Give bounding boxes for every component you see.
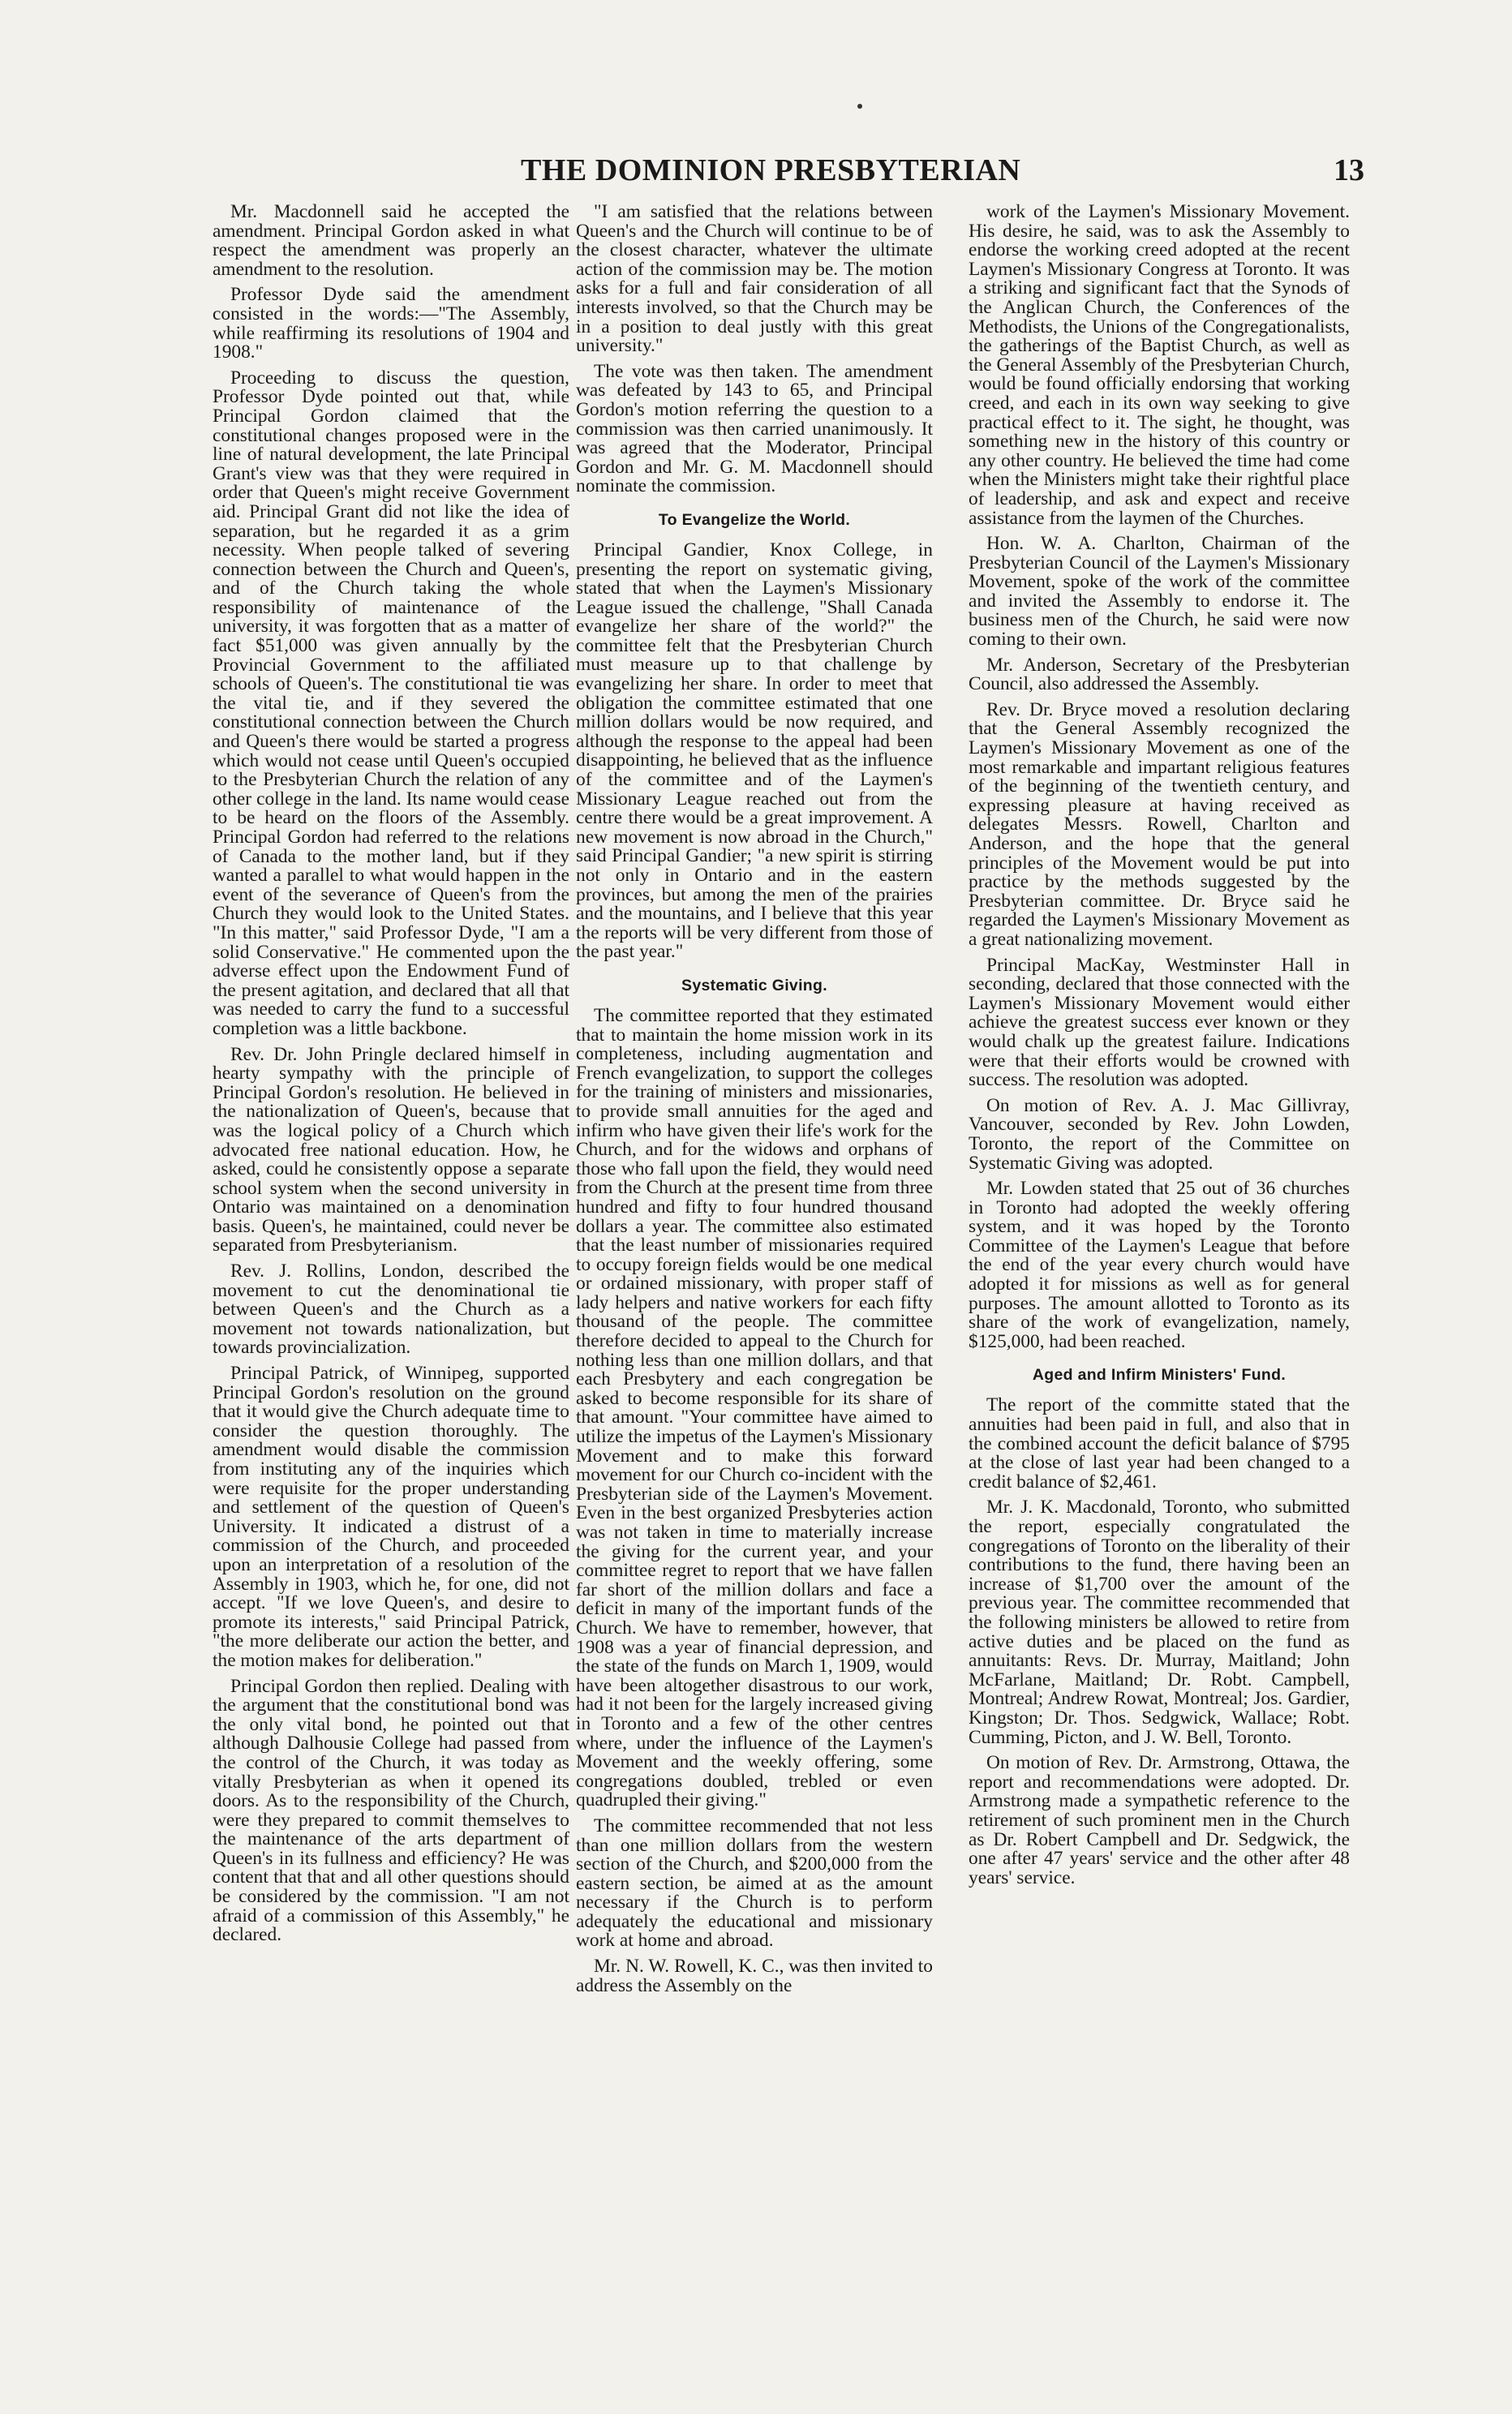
article-paragraph: work of the Laymen's Missionary Movement. His desire, he said, was to ask the Assembly to endorse the working creed adopted at the recent Laymen's Missionary Congress at Toronto. It was a striking and significant fact that the Synods of the Anglican Church, the Conferences of the Methodists, the Unions of the Congregationalists, the gatherings of the Baptist Church, as well as the General Assembly of the Presbyterian Church, would be found officially endorsing that working creed, and each in its own way seeking to give practical effect to it. The sight, he thought, was something new in the history of this country or any other country. He believed the time had come when the Ministers might take their rightful place of leadership, and ask and expect and receive assistance from the laymen of the Churches. bbox=[969, 203, 1350, 529]
article-paragraph: The vote was then taken. The amendment was defeated by 143 to 65, and Principal Gordon's motion referring the question to a commission was then carried unanimously. It was agreed that the Moderator, Principal Gordon and Mr. G. M. Macdonnell should nominate the commission. bbox=[576, 360, 933, 497]
article-paragraph: Rev. Dr. John Pringle declared himself in hearty sympathy with the principle of Principal Gordon's resolution. He believed in the nationalization of Queen's, because that was the logical policy of a Church which advocated free national education. How, he asked, could he consistently oppose a separate school system when the second university in Ontario was maintained on a denomination basis. Queen's, he maintained, could never be separated from Presbyterianism. bbox=[213, 1043, 569, 1256]
section-heading: To Evangelize the World. bbox=[658, 510, 851, 529]
article-paragraph: Professor Dyde said the amendment consisted in the words:—"The Assembly, while reaffirming its resolutions of 1904 and 1908." bbox=[213, 284, 569, 363]
article-paragraph: Principal MacKay, Westminster Hall in seconding, declared that those connected with the Laymen's Missionary Movement would either achieve the greatest success ever known or they would chalk up the greatest failure. Indications were that their efforts would be crowned with success. The resolution was adopted. bbox=[969, 954, 1350, 1091]
article-paragraph: Proceeding to discuss the question, Professor Dyde pointed out that, while Principal Gordon claimed that the constitutional changes proposed were in the line of natural development, the late Principal Grant's view was that they were required in order that Queen's might receive Government aid. Principal Grant did not like the idea of separation, but he regarded it as a grim necessity. When people talked of severing connection between the Church and Queen's, and of the Church taking the whole responsibility of maintenance of the university, it was forgotten that as a matter of fact $51,000 was given annually by the Provincial Government to the affiliated schools of Queen's. The constitutional tie was the vital tie, and if they severed the constitutional connection between the Church and Queen's there would be started a progress which would not cease until Queen's occupied to the Presbyterian Church the relation of any other college in the land. Its name would cease to be heard on the floors of the Assembly. Principal Gordon had referred to the relations of Canada to the mother land, but if they wanted a parallel to what would happen in the event of the severance of Queen's from the Church they would look to the United States. "In this matter," said Professor Dyde, "I am a solid Conservative." He commented upon the adverse effect upon the Endowment Fund of the present agitation, and declared that all that was needed to carry the fund to a successful completion was a little backbone. bbox=[213, 367, 569, 1039]
article-paragraph: Hon. W. A. Charlton, Chairman of the Presbyterian Council of the Laymen's Missionary Movement, spoke of the work of the committee and invited the Assembly to endorse it. The business men of the Church, he said were now coming to their own. bbox=[969, 533, 1350, 651]
article-paragraph: On motion of Rev. A. J. Mac Gillivray, Vancouver, seconded by Rev. John Lowden, Toronto, the report of the Committee on Systematic Giving was adopted. bbox=[969, 1094, 1350, 1174]
article-paragraph: On motion of Rev. Dr. Armstrong, Ottawa, the report and recommendations were adopted. Dr. Armstrong made a sympathetic reference to the retirement of such prominent men in the Church as Dr. Robert Campbell and Dr. Sedgwick, the one after 47 years' service and the other after 48 years' service. bbox=[969, 1752, 1350, 1888]
section-heading: Systematic Giving. bbox=[681, 976, 827, 994]
print-dot bbox=[857, 104, 862, 109]
article-paragraph: Rev. J. Rollins, London, described the movement to cut the denominational tie between Queen's and the Church as a movement not towards nationalization, but towards provincialization. bbox=[213, 1261, 569, 1359]
article-paragraph: Principal Gordon then replied. Dealing with the argument that the constitutional bond was the only vital bond, he pointed out that although Dalhousie College had passed from the control of the Church, it was today as vitally Presbyterian as when it opened its doors. As to the responsibility of the Church, were they prepared to commit themselves to the maintenance of the arts department of Queen's in its fullness and efficiency? He was content that that and all other questions should be considered by the commission. "I am not afraid of a commission of this Assembly," he declared. bbox=[213, 1675, 569, 1946]
article-paragraph: "I am satisfied that the relations between Queen's and the Church will continue to be of the closest character, whatever the ultimate action of the commission may be. The motion asks for a full and fair consideration of all interests involved, so that the Church may be in a position to deal justly with this great university." bbox=[576, 203, 933, 357]
column-1 bbox=[213, 203, 569, 2377]
article-paragraph: Mr. Lowden stated that 25 out of 36 churches in Toronto had adopted the weekly offering system, and it was hoped by the Toronto Committee of the Laymen's League that before the end of the year every church would have adopted it for missions as well as for general purposes. The amount allotted to Toronto as its share of the work of evangelization, namely, $125,000, had been reached. bbox=[969, 1178, 1350, 1352]
article-paragraph: The committee reported that they estimated that to maintain the home mission work in its completeness, including augmentation and French evangelization, to support the colleges for the training of ministers and missionaries, to provide small annuities for the aged and infirm who have given their life's work for the Church, and for the widows and orphans of those who fall upon the field, they would need from the Church at the present time from three hundred and fifty to four hundred thousand dollars a year. The committee also estimated that the least number of missionaries required to occupy foreign fields would be one medical or ordained missionary, with proper staff of lady helpers and native workers for each fifty thousand of the people. The committee therefore decided to appeal to the Church for nothing less than one million dollars, and that each Presbytery and each congregation be asked to become responsible for its share of that amount. "Your committee have aimed to utilize the impetus of the Laymen's Missionary Movement and to make this forward movement for our Church co-incident with the Presbyterian side of the Laymen's Movement. Even in the best organized Presbyteries action was not taken in time to materially increase the giving for the current year, and your committee regret to report that we have fallen far short of the million dollars and face a deficit in many of the important funds of the Church. We have to remember, however, that 1908 was a year of financial depression, and the state of the funds on March 1, 1909, would have been altogether disastrous to our work, had it not been for the largely increased giving in Toronto and a few of the other centres where, under the influence of the Laymen's Movement and the weekly offering, some congregations doubled, trebled or even quadrupled their giving." bbox=[576, 1004, 933, 1811]
publication-title: THE DOMINION PRESBYTERIAN bbox=[521, 153, 1021, 187]
article-columns bbox=[213, 203, 1364, 2377]
article-paragraph: Principal Patrick, of Winnipeg, supported Principal Gordon's resolution on the ground that it would give the Church adequate time to consider the question thoroughly. The amendment would disable the commission from instituting any of the inquiries which were requisite for the proper understanding and settlement of the question of Queen's University. It indicated a distrust of a commission of the Church, and proceeded upon an interpretation of a resolution of the Assembly in 1903, which he, for one, did not accept. "If we love Queen's, and desire to promote its interests," said Principal Patrick, "the more deliberate our action the better, and the motion makes for deliberation." bbox=[213, 1363, 569, 1671]
article-paragraph: Mr. N. W. Rowell, K. C., was then invited to address the Assembly on the bbox=[576, 1956, 933, 1996]
article-paragraph: Principal Gandier, Knox College, in presenting the report on systematic giving, stated that when the Laymen's Missionary League issued the challenge, "Shall Canada evangelize her share of the world?" the committee felt that the Presbyterian Church must measure up to that challenge by evangelizing her share. In order to meet that obligation the committee estimated that one million dollars would be now required, and although the response to the appeal had been disappointing, he believed that as the influence of the committee and of the Laymen's Missionary League reached out from the centre there would be a great improvement. A new movement is now abroad in the Church," said Principal Gandier; "a new spirit is stirring not only in Ontario and in the eastern provinces, but among the men of the prairies and the mountains, and I believe that this year the reports will be very different from those of the past year." bbox=[576, 539, 933, 963]
page-header bbox=[213, 152, 1364, 198]
article-paragraph: Mr. Macdonnell said he accepted the amendment. Principal Gordon asked in what respect the amendment was properly an amendment to the resolution. bbox=[213, 203, 569, 280]
article-paragraph: Mr. Anderson, Secretary of the Presbyterian Council, also addressed the Assembly. bbox=[969, 654, 1350, 695]
section-heading: Aged and Infirm Ministers' Fund. bbox=[1032, 1366, 1286, 1385]
article-paragraph: Mr. J. K. Macdonald, Toronto, who submitted the report, especially congratulated the congregations of Toronto on the liberality of their contributions to the fund, there having been an increase of $1,700 over the amount of the previous year. The committee recommended that the following ministers be allowed to retire from active duties and be placed on the fund as annuitants: Revs. Dr. Murray, Maitland; John McFarlane, Maitland; Dr. Robt. Campbell, Montreal; Andrew Rowat, Montreal; Jos. Gardier, Kingston; Dr. Thos. Sedgwick, Wallace; Robt. Cumming, Picton, and J. W. Bell, Toronto. bbox=[969, 1497, 1350, 1748]
column-2 bbox=[576, 203, 933, 2377]
article-paragraph: The report of the committe stated that the annuities had been paid in full, and also that in the combined account the deficit balance of $795 at the close of last year had been changed to a credit balance of $2,461. bbox=[969, 1394, 1350, 1493]
article-paragraph: The committee recommended that not less than one million dollars from the western section of the Church, and $200,000 from the eastern section, be aimed at as the amount necessary if the Church is to perform adequately the educational and missionary work at home and abroad. bbox=[576, 1815, 933, 1952]
page-number: 13 bbox=[1334, 153, 1364, 187]
article-paragraph: Rev. Dr. Bryce moved a resolution declaring that the General Assembly recognized the Laymen's Missionary Movement as one of the most remarkable and impartant religious features of the beginning of the twentieth century, and expressing pleasure at having received as delegates Messrs. Rowell, Charlton and Anderson, and the hope that the general principles of the Movement would be put into practice by the methods suggested by the Presbyterian committee. Dr. Bryce said he regarded the Laymen's Missionary Movement as a great nationalizing movement. bbox=[969, 698, 1350, 950]
column-3 bbox=[969, 203, 1350, 2377]
